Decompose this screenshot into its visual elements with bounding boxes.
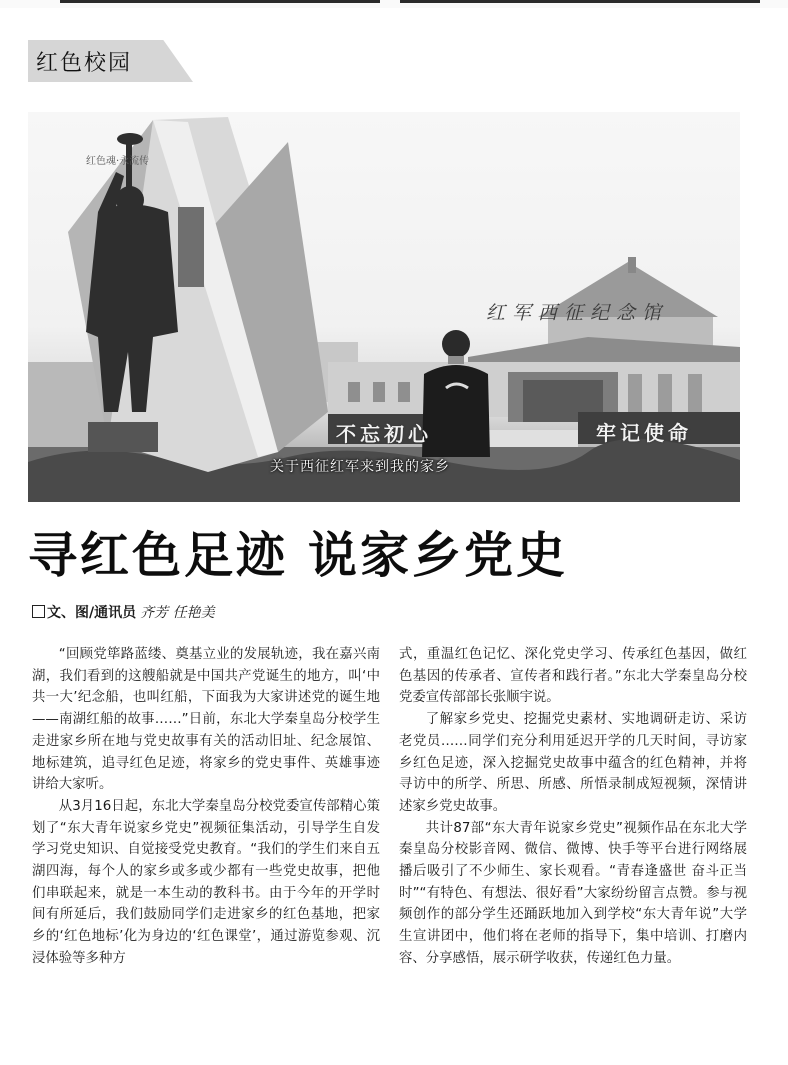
byline-prefix: 文、图/通讯员: [47, 605, 137, 621]
article-column-left: [32, 644, 380, 970]
article-headline: 寻红色足迹 说家乡党史: [28, 526, 569, 584]
byline-box-icon: [32, 605, 45, 618]
sign-left: 不忘初心: [336, 422, 432, 446]
monument-inscription: 红色魂·永流传: [86, 156, 150, 167]
section-label: 红色校园: [36, 51, 133, 76]
top-rule: [0, 0, 788, 8]
memorial-hall: [328, 257, 740, 422]
byline: [32, 602, 215, 622]
video-caption: 关于西征红军来到我的家乡: [270, 459, 450, 475]
paragraph: 共计87部“东大青年说家乡党史”视频作品在东北大学秦皇岛分校影音网、微信、微博、快手等平台进行网络展播后吸引了不少师生、家长观看。“青春逢盛世 奋斗正当时”“有特色、有想法、很好看”大家纷纷留言点赞。参与视频创作的部分学生还踊跃地加入到学校“东大青年说”大学生宣讲团中，他们将在老师的指导下，集中培训、打磨内容、分享感悟，展示研学收获，传递红色力量。: [399, 820, 747, 966]
article-column-right: [399, 644, 747, 970]
paragraph: 从3月16日起，东北大学秦皇岛分校党委宣传部精心策划了“东大青年说家乡党史”视频征集活动，引导学生自发学习党史知识、自觉接受党史教育。“我们的学生们来自五湖四海，每个人的家乡或多或少都有一些党史故事，把他们串联起来，就是一本生动的教科书。由于今年的开学时间有所延后，我们鼓励同学们走进家乡的红色基地，把家乡的‘红色地标’化为身边的‘红色课堂’，通过游览参观、沉浸体验等多种方: [32, 798, 380, 966]
memorial-hall-title: 红军西征纪念馆: [486, 302, 669, 324]
sign-right: 牢记使命: [596, 421, 692, 445]
article-photo: [28, 112, 740, 502]
paragraph: 式，重温红色记忆、深化党史学习、传承红色基因，做红色基因的传承者、宣传者和践行者。”东北大学秦皇岛分校党委宣传部部长张顺宇说。: [399, 647, 747, 706]
paragraph: “回顾党筚路蓝缕、奠基立业的发展轨迹，我在嘉兴南湖，我们看到的这艘船就是中国共产党诞生的地方，叫‘中共一大’纪念船，也叫红船，下面我为大家讲述党的诞生地——南湖红船的故事……”日前，东北大学秦皇岛分校学生走进家乡所在地与党史故事有关的活动旧址、纪念展馆、地标建筑，追寻红色足迹，将家乡的党史事件、英雄事迹讲给大家听。: [32, 647, 380, 793]
person: [422, 330, 490, 457]
section-tag: [28, 40, 193, 82]
paragraph: 了解家乡党史、挖掘党史素材、实地调研走访、采访老党员……同学们充分利用延迟开学的几天时间，寻访家乡红色足迹，深入挖掘党史故事中蕴含的红色精神，并将寻访中的所学、所思、所感、所悟录制成短视频，深情讲述家乡党史故事。: [399, 712, 747, 814]
byline-names: 齐芳 任艳美: [140, 605, 215, 621]
